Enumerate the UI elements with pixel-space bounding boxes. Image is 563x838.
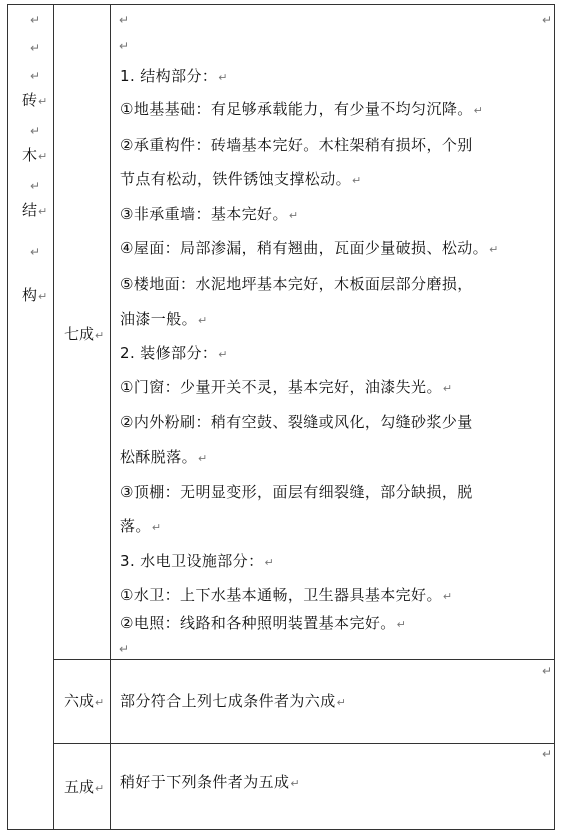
content-line: ③顶棚：无明显变形，面层有细裂缝，部分缺损，脱 — [120, 483, 473, 501]
category-char: 木 ↵ — [22, 146, 47, 166]
content-line: ③非承重墙：基本完好。 ↵ — [120, 204, 298, 226]
paragraph-mark: ↵ — [30, 245, 41, 259]
content-line: ⑤楼地面：水泥地坪基本完好，木板面层部分磨损， — [120, 275, 473, 293]
column-divider-1 — [53, 4, 54, 830]
content-line: 松酥脱落。 ↵ — [120, 447, 208, 469]
content-line: 2. 装修部分： ↵ — [120, 343, 228, 365]
content-line: ②电照：线路和各种照明装置基本完好。 ↵ — [120, 613, 406, 635]
paragraph-mark: ↵ — [119, 642, 130, 656]
grade-label-50: 五成 ↵ — [64, 777, 104, 799]
paragraph-mark: ↵ — [30, 124, 41, 138]
table-border-top — [7, 4, 555, 5]
table-border-right — [554, 4, 555, 830]
grade-label-60: 六成 ↵ — [64, 691, 104, 713]
paragraph-mark: ↵ — [119, 13, 130, 27]
paragraph-mark: ↵ — [30, 179, 41, 193]
content-line: 节点有松动，铁件锈蚀支撑松动。 ↵ — [120, 169, 362, 191]
content-line: ①水卫：上下水基本通畅，卫生器具基本完好。 ↵ — [120, 585, 452, 607]
category-char: 构 ↵ — [22, 286, 47, 306]
content-line: 油漆一般。 ↵ — [120, 309, 208, 331]
row-divider-1 — [53, 659, 555, 660]
grade-label-70: 七成 ↵ — [64, 324, 104, 346]
paragraph-mark: ↵ — [30, 13, 41, 27]
content-line: ①门窗：少量开关不灵，基本完好，油漆失光。 ↵ — [120, 377, 452, 399]
paragraph-mark: ↵ — [542, 747, 553, 761]
content-line: ②内外粉刷：稍有空鼓、裂缝或风化，勾缝砂浆少量 — [120, 413, 473, 431]
paragraph-mark: ↵ — [119, 39, 130, 53]
category-char: 砖 ↵ — [22, 91, 47, 111]
content-line: ④屋面：局部渗漏，稍有翘曲，瓦面少量破损、松动。 ↵ — [120, 238, 499, 260]
grade-description-60: 部分符合上列七成条件者为六成 ↵ — [120, 691, 346, 713]
paragraph-mark: ↵ — [542, 13, 553, 27]
content-line: 3. 水电卫设施部分： ↵ — [120, 551, 274, 573]
table-border-left — [7, 4, 8, 830]
grade-description-50: 稍好于下列条件者为五成 ↵ — [120, 772, 300, 794]
category-char: 结 ↵ — [22, 201, 47, 221]
row-divider-2 — [53, 743, 555, 744]
paragraph-mark: ↵ — [30, 69, 41, 83]
paragraph-mark: ↵ — [30, 41, 41, 55]
content-line: 落。 ↵ — [120, 516, 161, 538]
content-line: ②承重构件：砖墙基本完好。木柱架稍有损坏，个别 — [120, 136, 473, 154]
column-divider-2 — [110, 4, 111, 830]
content-line: ①地基基础：有足够承载能力，有少量不均匀沉降。 ↵ — [120, 99, 483, 121]
table-border-bottom — [7, 829, 555, 830]
paragraph-mark: ↵ — [542, 664, 553, 678]
content-line: 1. 结构部分： ↵ — [120, 66, 228, 88]
